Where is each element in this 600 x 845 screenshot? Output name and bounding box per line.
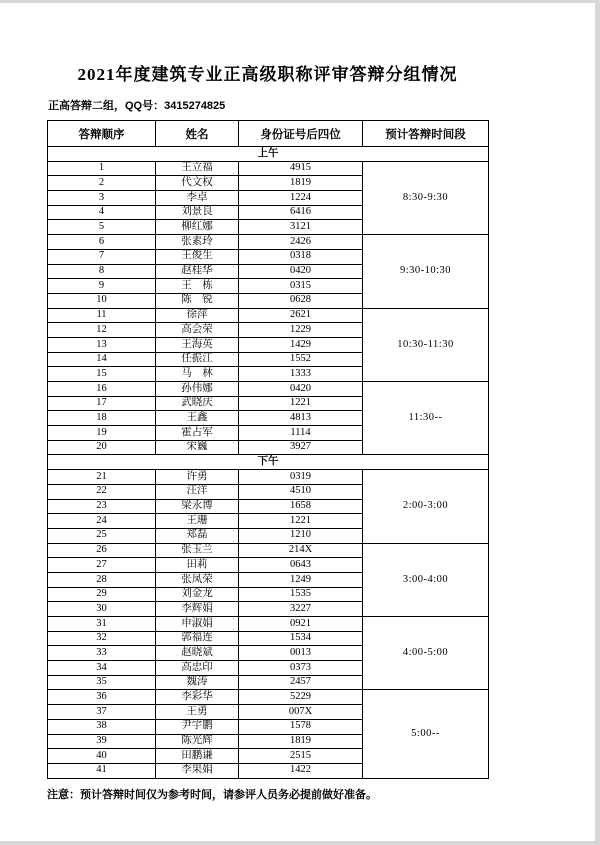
- cell-order: 33: [48, 646, 156, 661]
- cell-order: 30: [48, 602, 156, 617]
- cell-order: 34: [48, 661, 156, 676]
- cell-name: 刘景良: [156, 205, 239, 220]
- cell-order: 10: [48, 293, 156, 308]
- cell-order: 39: [48, 734, 156, 749]
- cell-name: 宋巍: [156, 440, 239, 455]
- cell-name: 李彩华: [156, 690, 239, 705]
- cell-id-last4: 3927: [239, 440, 363, 455]
- table-header-row: [48, 121, 489, 147]
- cell-name: 刘金龙: [156, 587, 239, 602]
- cell-id-last4: 4510: [239, 484, 363, 499]
- cell-name: 李卓: [156, 191, 239, 206]
- cell-id-last4: 4813: [239, 411, 363, 426]
- cell-name: 王俊生: [156, 249, 239, 264]
- cell-name: 王 栋: [156, 279, 239, 294]
- cell-id-last4: 1819: [239, 176, 363, 191]
- cell-name: 武晓庆: [156, 396, 239, 411]
- cell-id-last4: 1229: [239, 323, 363, 338]
- section-row: [48, 455, 489, 470]
- header-id-last4: 身份证号后四位: [239, 121, 363, 147]
- cell-name: 任振江: [156, 352, 239, 367]
- cell-id-last4: 214X: [239, 543, 363, 558]
- cell-id-last4: 2426: [239, 235, 363, 250]
- cell-name: 赵桂华: [156, 264, 239, 279]
- cell-name: 柳红娜: [156, 220, 239, 235]
- cell-id-last4: 0315: [239, 279, 363, 294]
- cell-name: 田莉: [156, 558, 239, 573]
- cell-name: 许勇: [156, 470, 239, 485]
- cell-order: 4: [48, 205, 156, 220]
- cell-order: 35: [48, 675, 156, 690]
- cell-name: 王立福: [156, 161, 239, 176]
- cell-id-last4: 3121: [239, 220, 363, 235]
- cell-id-last4: 1221: [239, 514, 363, 529]
- cell-id-last4: 1552: [239, 352, 363, 367]
- table-row: [48, 161, 489, 176]
- cell-name: 郭福连: [156, 631, 239, 646]
- cell-time-slot: 11:30--: [363, 382, 489, 455]
- cell-id-last4: 0373: [239, 661, 363, 676]
- cell-time-slot: 8:30-9:30: [363, 161, 489, 234]
- cell-name: 霍占军: [156, 426, 239, 441]
- cell-order: 8: [48, 264, 156, 279]
- header-time-slot: 预计答辩时间段: [363, 121, 489, 147]
- cell-name: 代文权: [156, 176, 239, 191]
- cell-order: 2: [48, 176, 156, 191]
- cell-id-last4: 1224: [239, 191, 363, 206]
- cell-name: 王鑫: [156, 411, 239, 426]
- table-row: [48, 382, 489, 397]
- defense-schedule-table: [47, 120, 489, 779]
- cell-order: 7: [48, 249, 156, 264]
- cell-id-last4: 0643: [239, 558, 363, 573]
- table-row: [48, 617, 489, 632]
- cell-name: 李辉娟: [156, 602, 239, 617]
- cell-name: 马 林: [156, 367, 239, 382]
- cell-order: 27: [48, 558, 156, 573]
- cell-order: 19: [48, 426, 156, 441]
- cell-order: 12: [48, 323, 156, 338]
- header-defense-order: 答辩顺序: [48, 121, 156, 147]
- cell-order: 31: [48, 617, 156, 632]
- table-row: [48, 470, 489, 485]
- cell-id-last4: 1534: [239, 631, 363, 646]
- cell-id-last4: 4915: [239, 161, 363, 176]
- cell-id-last4: 1578: [239, 719, 363, 734]
- cell-order: 17: [48, 396, 156, 411]
- cell-name: 王珊: [156, 514, 239, 529]
- cell-time-slot: 2:00-3:00: [363, 470, 489, 543]
- cell-name: 陈 锐: [156, 293, 239, 308]
- cell-id-last4: 0319: [239, 470, 363, 485]
- cell-order: 1: [48, 161, 156, 176]
- cell-time-slot: 5:00--: [363, 690, 489, 778]
- cell-order: 6: [48, 235, 156, 250]
- cell-order: 25: [48, 528, 156, 543]
- cell-name: 李果娟: [156, 763, 239, 778]
- cell-id-last4: 1535: [239, 587, 363, 602]
- cell-order: 41: [48, 763, 156, 778]
- cell-order: 24: [48, 514, 156, 529]
- cell-id-last4: 0921: [239, 617, 363, 632]
- cell-name: 尹宇鹏: [156, 719, 239, 734]
- cell-id-last4: 2621: [239, 308, 363, 323]
- cell-order: 38: [48, 719, 156, 734]
- cell-id-last4: 1333: [239, 367, 363, 382]
- cell-id-last4: 3227: [239, 602, 363, 617]
- footer-note: 注意：预计答辩时间仅为参考时间，请参评人员务必提前做好准备。: [47, 789, 377, 801]
- cell-id-last4: 0420: [239, 382, 363, 397]
- cell-order: 9: [48, 279, 156, 294]
- cell-name: 田鹏谦: [156, 749, 239, 764]
- cell-name: 申淑娟: [156, 617, 239, 632]
- table-row: [48, 235, 489, 250]
- table-row: [48, 690, 489, 705]
- cell-time-slot: 3:00-4:00: [363, 543, 489, 616]
- cell-id-last4: 1429: [239, 337, 363, 352]
- cell-order: 13: [48, 337, 156, 352]
- cell-order: 21: [48, 470, 156, 485]
- section-label: 下午: [48, 455, 489, 470]
- page-title: 2021年度建筑专业正高级职称评审答辩分组情况: [77, 65, 458, 84]
- cell-name: 魏涛: [156, 675, 239, 690]
- cell-name: 孙伟娜: [156, 382, 239, 397]
- cell-order: 32: [48, 631, 156, 646]
- group-subtitle: 正高答辩二组，QQ号：3415274825: [48, 100, 226, 112]
- cell-id-last4: 007X: [239, 705, 363, 720]
- table-row: [48, 543, 489, 558]
- cell-time-slot: 10:30-11:30: [363, 308, 489, 381]
- cell-time-slot: 9:30-10:30: [363, 235, 489, 308]
- cell-id-last4: 1422: [239, 763, 363, 778]
- cell-order: 18: [48, 411, 156, 426]
- cell-order: 14: [48, 352, 156, 367]
- cell-id-last4: 0318: [239, 249, 363, 264]
- document-page: [0, 3, 595, 841]
- cell-order: 26: [48, 543, 156, 558]
- section-row: [48, 147, 489, 162]
- cell-id-last4: 2457: [239, 675, 363, 690]
- cell-order: 29: [48, 587, 156, 602]
- cell-id-last4: 5229: [239, 690, 363, 705]
- cell-id-last4: 1114: [239, 426, 363, 441]
- cell-name: 徐萍: [156, 308, 239, 323]
- cell-order: 16: [48, 382, 156, 397]
- cell-name: 汪洋: [156, 484, 239, 499]
- cell-order: 20: [48, 440, 156, 455]
- cell-order: 40: [48, 749, 156, 764]
- table-body: [48, 147, 489, 779]
- cell-id-last4: 1658: [239, 499, 363, 514]
- header-name: 姓名: [156, 121, 239, 147]
- cell-name: 赵晓斌: [156, 646, 239, 661]
- cell-order: 23: [48, 499, 156, 514]
- cell-time-slot: 4:00-5:00: [363, 617, 489, 690]
- cell-name: 郑磊: [156, 528, 239, 543]
- cell-name: 王勇: [156, 705, 239, 720]
- cell-name: 张玉兰: [156, 543, 239, 558]
- cell-name: 高忠印: [156, 661, 239, 676]
- cell-order: 37: [48, 705, 156, 720]
- cell-order: 5: [48, 220, 156, 235]
- cell-name: 陈光辉: [156, 734, 239, 749]
- cell-order: 22: [48, 484, 156, 499]
- cell-id-last4: 2515: [239, 749, 363, 764]
- cell-name: 张凤荣: [156, 572, 239, 587]
- cell-name: 高会荣: [156, 323, 239, 338]
- section-label: 上午: [48, 147, 489, 162]
- cell-name: 王海英: [156, 337, 239, 352]
- cell-id-last4: 6416: [239, 205, 363, 220]
- cell-id-last4: 0013: [239, 646, 363, 661]
- cell-name: 梁永博: [156, 499, 239, 514]
- cell-order: 3: [48, 191, 156, 206]
- cell-id-last4: 1221: [239, 396, 363, 411]
- cell-id-last4: 1210: [239, 528, 363, 543]
- cell-order: 36: [48, 690, 156, 705]
- cell-id-last4: 1249: [239, 572, 363, 587]
- cell-id-last4: 1819: [239, 734, 363, 749]
- cell-name: 张素玲: [156, 235, 239, 250]
- cell-order: 11: [48, 308, 156, 323]
- cell-order: 15: [48, 367, 156, 382]
- cell-id-last4: 0420: [239, 264, 363, 279]
- cell-id-last4: 0628: [239, 293, 363, 308]
- cell-order: 28: [48, 572, 156, 587]
- table-row: [48, 308, 489, 323]
